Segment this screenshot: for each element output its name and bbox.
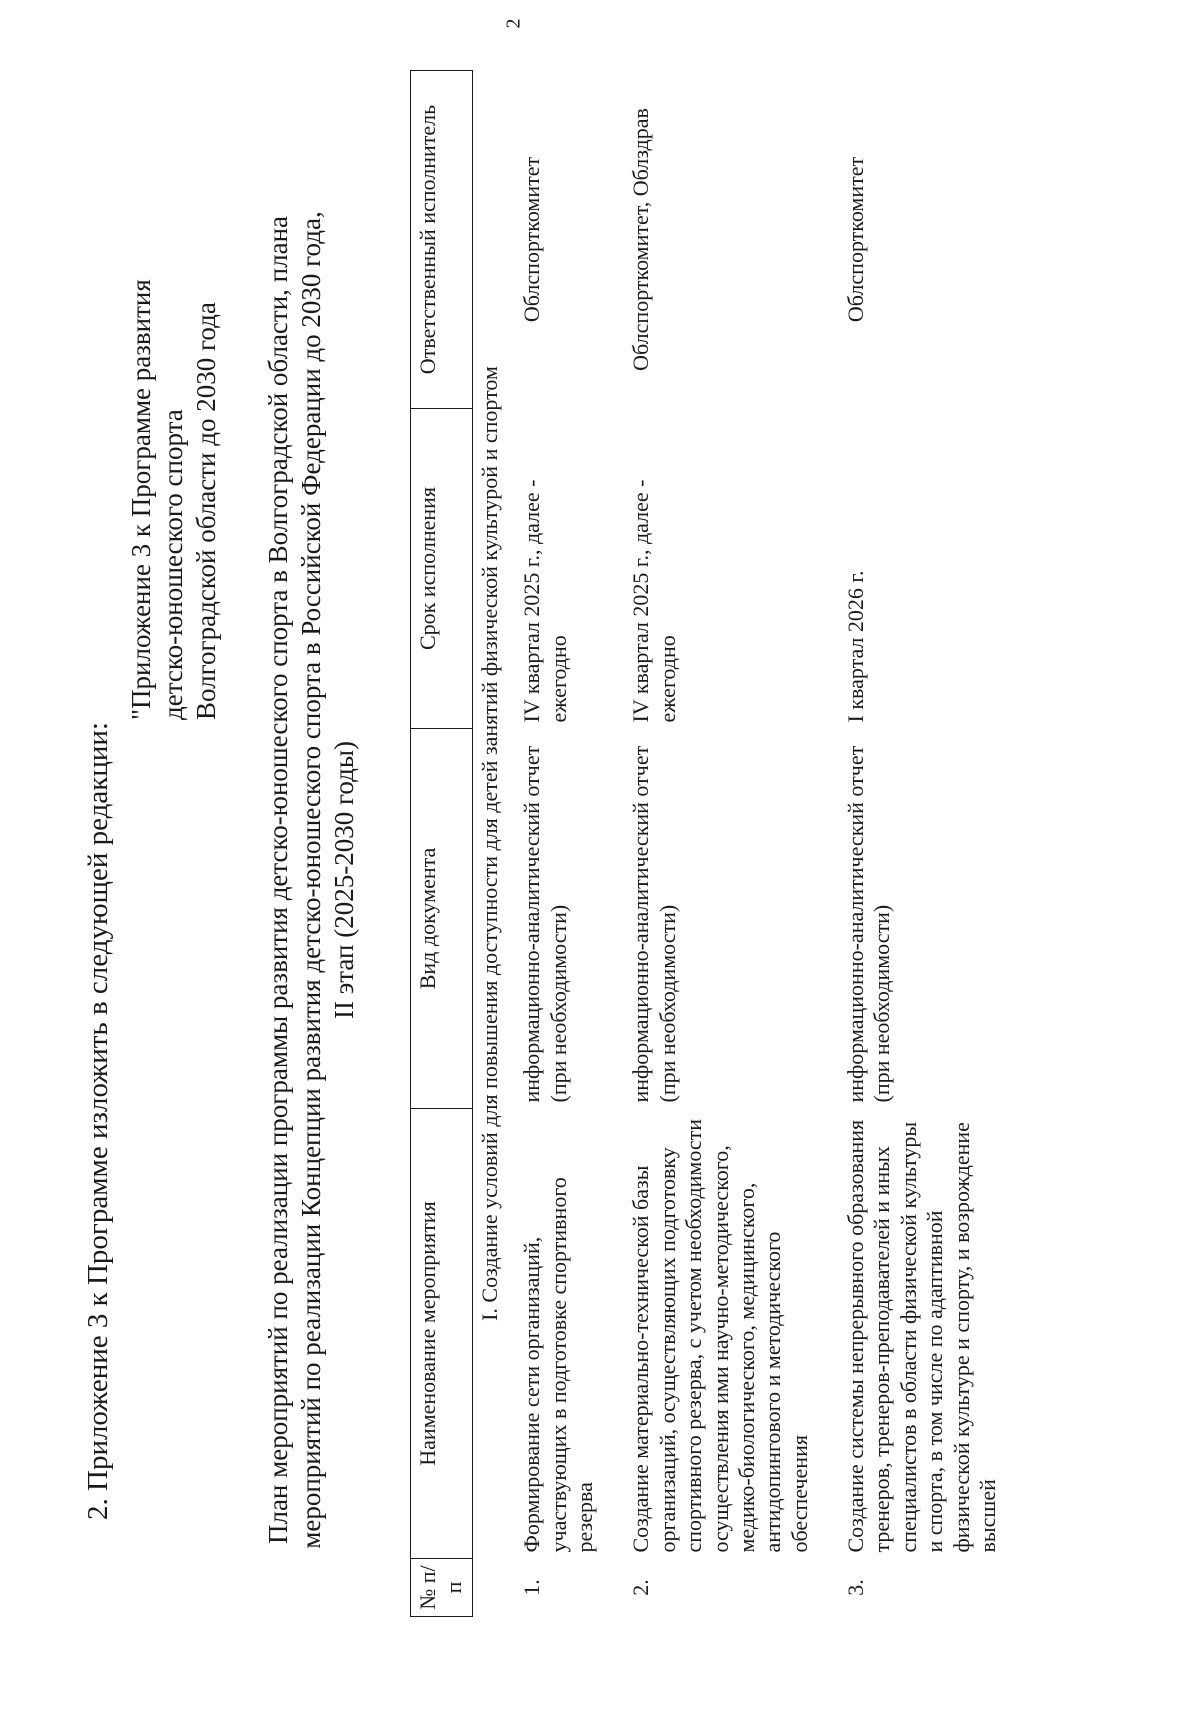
plan-table xyxy=(410,70,1031,1617)
plan-title-line: План мероприятий по реализации программы развития детско-юношеского спорта в Волгоградской области, плана xyxy=(263,215,293,1545)
row-name: Создание системы непрерывного образования тренеров, тренеров-преподавателей и иных специалистов в области физической культуры и спорта, в том числе по адаптивной физической культуре и спорту, и возрождение высшей xyxy=(843,1119,1001,1553)
row-doc: информационно-аналитический отчет (при необходимости) xyxy=(843,745,895,1103)
table-row xyxy=(628,71,843,1617)
row-num: 1. xyxy=(519,1579,545,1596)
page-number: 2 xyxy=(502,18,525,29)
row-name: Создание материально-технической базы организаций, осуществляющих подготовку спортивного резерва, с учетом необходимости осуществления ими научно-методического, медико-биологического, медицинского, антидопингового и методического обеспечения xyxy=(628,1118,812,1553)
table-header-row xyxy=(411,71,473,1617)
header-term: Срок исполнения xyxy=(411,409,473,729)
row-name: Формирование сети организаций, участвующих в подготовке спортивного резерва xyxy=(519,1177,597,1553)
table-row xyxy=(843,71,1031,1617)
row-num: 3. xyxy=(843,1579,869,1596)
section-row xyxy=(472,71,519,1617)
row-doc: информационно-аналитический отчет (при необходимости) xyxy=(628,745,680,1103)
appendix-header-line: Волгоградской области до 2030 года xyxy=(190,302,221,720)
row-term: IV квартал 2025 г., далее - ежегодно xyxy=(628,479,680,723)
row-exec: Облспорткомитет xyxy=(519,156,545,323)
header-name: Наименование мероприятия xyxy=(411,1109,473,1559)
table-row xyxy=(519,71,628,1617)
row-doc: информационно-аналитический отчет (при необходимости) xyxy=(519,745,571,1103)
appendix-header xyxy=(125,80,222,720)
row-exec: Облспорткомитет, Облздрав xyxy=(628,108,654,371)
header-doc: Вид документа xyxy=(411,729,473,1109)
plan-title-line: II этап (2025-2030 годы) xyxy=(328,741,359,1020)
row-num: 2. xyxy=(628,1579,654,1596)
plan-title xyxy=(262,180,361,1580)
row-term: I квартал 2026 г. xyxy=(843,570,869,723)
intro-text: 2. Приложение 3 к Программе изложить в следующей редакции: xyxy=(82,722,114,1520)
header-num: № п/п xyxy=(411,1559,473,1617)
plan-title-line: мероприятий по реализации Концепции развития детско-юношеского спорта в Российской Федерации до 2030 года, xyxy=(295,211,326,1549)
appendix-header-line: "Приложение 3 к Программе развития xyxy=(126,279,156,720)
section-title: I. Создание условий для повышения доступности для детей занятий физической культурой и спортом xyxy=(476,366,502,1321)
header-exec: Ответственный исполнитель xyxy=(411,71,473,409)
row-term: IV квартал 2025 г., далее - ежегодно xyxy=(519,479,571,723)
row-exec: Облспорткомитет xyxy=(843,156,869,323)
appendix-header-line: детско-юношеского спорта xyxy=(158,409,189,720)
